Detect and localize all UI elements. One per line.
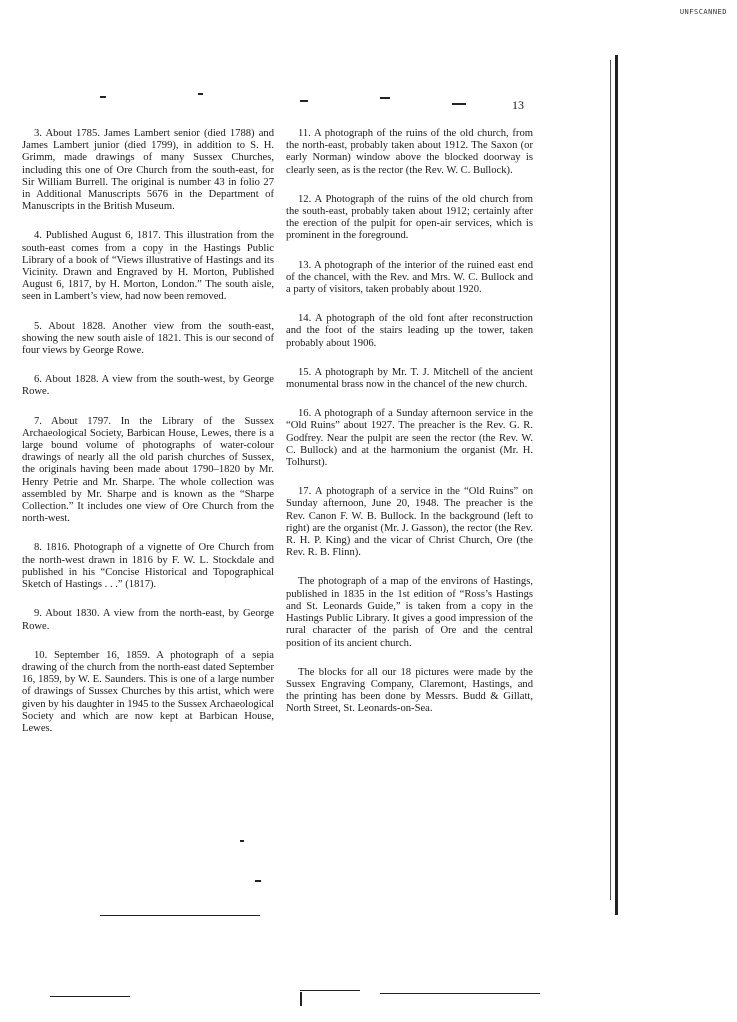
note-paragraph: The photograph of a map of the environs of Hastings, published in 1835 in the 1st edition of “Ross’s Hastings and St. Leonards Guide,” is taken from a copy in the Hastings Public Library. It gives a good impression of the rural character of the parish of Ore and the central position of its ancient church. xyxy=(286,576,533,649)
caption-entry: 10. September 16, 1859. A photograph of a sepia drawing of the church from the north-east dated September 16, 1859, by W. E. Saunders. This is one of a large number of drawings of Sussex Churches by this artist, which were given by his daughter in 1945 to the Sussex Archaeological Society and which are now kept at Barbican House, Lewes. xyxy=(22,649,274,734)
caption-entry: 4. Published August 6, 1817. This illustration from the south-east comes from a copy in the Hastings Public Library of a book of “Views illustrative of Hastings and its Vicinity. Drawn and Engraved by H. Morton, Published August 6, 1817, by H. Morton, London.” The south aisle, seen in Lambert’s view, had now been removed. xyxy=(22,230,275,303)
scan-noise xyxy=(255,880,261,882)
scan-noise xyxy=(50,996,130,997)
caption-entry: 13. A photograph of the interior of the ruined east end of the chancel, with the Rev. and Mrs. W. C. Bullock and a party of visitors, taken probably about 1920. xyxy=(286,259,533,296)
caption-entry: 11. A photograph of the ruins of the old church, from the north-east, probably taken about 1912. The Saxon (or early Norman) window above the blocked doorway is clearly seen, as is the rector (the Rev. W. C. Bullock). xyxy=(286,128,533,176)
caption-entry: 3. About 1785. James Lambert senior (died 1788) and James Lambert junior (died 1799), in addition to S. H. Grimm, made drawings of many Sussex Churches, including this one of Ore Church from the south-east, for Sir William Burrell. The original is number 43 in folio 27 in Additional Manuscripts 5676 in the Department of Manuscripts in the British Museum. xyxy=(22,128,274,213)
scan-noise xyxy=(300,992,302,1006)
scan-stamp: UNFSCANNED xyxy=(679,8,727,16)
caption-entry: 6. About 1828. A view from the south-west, by George Rowe. xyxy=(22,374,274,398)
scan-noise xyxy=(380,993,540,994)
right-column xyxy=(286,128,533,733)
left-column xyxy=(22,128,274,752)
caption-entry: 8. 1816. Photograph of a vignette of Ore Church from the north-west drawn in 1816 by F. W. L. Stockdale and published in his “Concise Historical and Topographical Sketch of Hastings . . .” (1817). xyxy=(22,542,274,591)
scan-edge-border xyxy=(615,55,618,915)
caption-entry: 17. A photograph of a service in the “Old Ruins” on Sunday afternoon, June 20, 1948. The preacher is the Rev. Canon F. W. B. Bullock. In the background (left to right) are the organist (Mr. J. Gasson), the rector (the Rev. R. H. P. King) and the vicar of Christ Church, Ore (the Rev. R. B. Flinn). xyxy=(286,486,533,559)
scan-noise xyxy=(380,97,390,99)
scan-noise xyxy=(240,840,244,842)
caption-entry: 12. A Photograph of the ruins of the old church from the south-east, probably taken about 1912; certainly after the erection of the pulpit for open-air services, which is prominent in the foreground. xyxy=(286,193,533,242)
caption-entry: 9. About 1830. A view from the north-east, by George Rowe. xyxy=(22,608,274,632)
caption-entry: 7. About 1797. In the Library of the Sussex Archaeological Society, Barbican House, Lewes, there is a large bound volume of photographs of water-colour drawings of nearly all the old parish churches of Sussex, the originals having been made about 1790–1820 by Mr. Henry Petrie and Mr. Sharpe. The whole collection was assembled by Mr. Sharpe and is known as the “Sharpe Collection.” It includes one view of Ore Church from the north-west. xyxy=(22,415,274,525)
caption-entry: 14. A photograph of the old font after reconstruction and the foot of the stairs leading up the tower, taken probably about 1906. xyxy=(286,313,533,349)
scan-noise xyxy=(198,93,203,95)
scan-edge-line xyxy=(610,60,611,900)
scan-noise xyxy=(300,990,360,991)
scan-noise xyxy=(100,96,106,98)
scan-noise xyxy=(300,100,308,102)
caption-entry: 5. About 1828. Another view from the south-east, showing the new south aisle of 1821. This is our second of four views by George Rowe. xyxy=(22,320,274,357)
caption-entry: 15. A photograph by Mr. T. J. Mitchell of the ancient monumental brass now in the chancel of the new church. xyxy=(286,366,533,391)
scan-noise xyxy=(452,103,466,105)
caption-entry: 16. A photograph of a Sunday afternoon service in the “Old Ruins” about 1927. The preacher is the Rev. G. R. Godfrey. Near the pulpit are seen the rector (the Rev. W. C. Bullock) and at the harmonium the organist (Mr. H. Tolhurst). xyxy=(286,408,533,469)
scan-noise xyxy=(100,915,260,916)
page-number: 13 xyxy=(512,98,524,112)
note-paragraph: The blocks for all our 18 pictures were made by the Sussex Engraving Company, Claremont, Hastings, and the printing has been done by Messrs. Budd & Gillatt, North Street, St. Leonards-on-Sea. xyxy=(286,666,533,715)
